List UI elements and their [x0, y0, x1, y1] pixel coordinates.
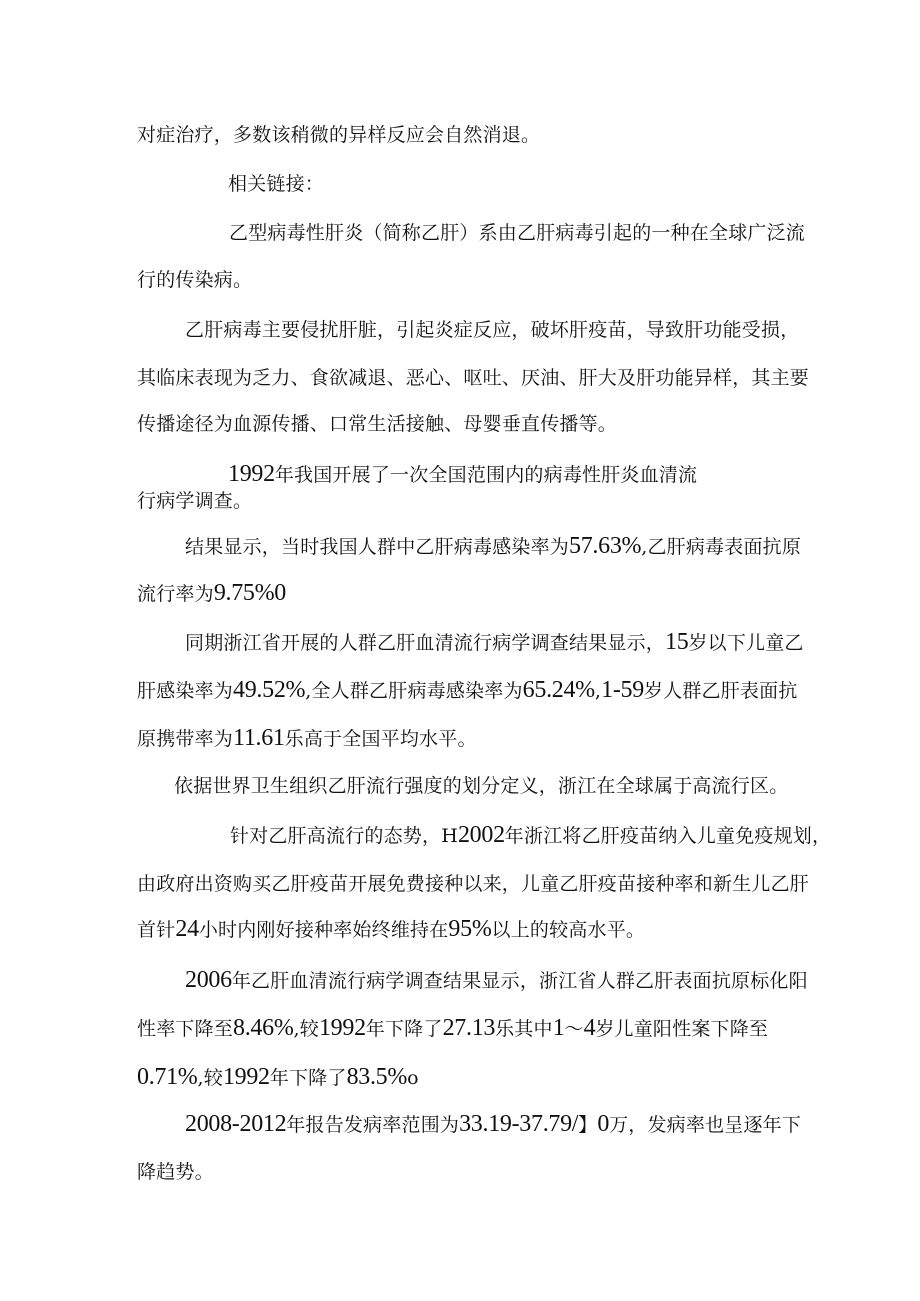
text-line: 2008-2012年报告发病率范围为33.19-37.79/】0万，发病率也呈逐年下	[185, 1111, 802, 1137]
number-text: 2006	[185, 967, 232, 993]
number-text: 0	[597, 1111, 610, 1137]
text-line: 对症治疗，多数该稍微的异样反应会自然消退。	[137, 124, 541, 146]
number-text: 8.46%	[233, 1015, 294, 1041]
text-line: 由政府出资购买乙肝疫苗开展免费接种以来，儿童乙肝疫苗接种率和新生儿乙肝	[137, 873, 810, 895]
number-text: 0.71%	[137, 1064, 198, 1090]
number-text: 1992	[228, 461, 275, 487]
number-text: 95%	[448, 916, 492, 942]
text-line: 1992年我国开展了一次全国范围内的病毒性肝炎血清流	[228, 461, 698, 487]
text-line: 其临床表现为乏力、食欲减退、恶心、呕吐、厌油、肝大及肝功能异样，其主要	[137, 367, 810, 389]
text-line: 肝感染率为49.52%,全人群乙肝病毒感染率为65.24%,1-59岁人群乙肝表面抗	[137, 677, 798, 703]
number-text: 1	[552, 1015, 565, 1041]
number-text: 49.52%	[233, 677, 306, 703]
number-text: 1992	[222, 1064, 270, 1090]
number-text: 1992	[318, 1015, 366, 1041]
text-line: 0.71%,较1992年下降了83.5%o	[137, 1064, 419, 1090]
text-line: 相关链接：	[228, 173, 325, 195]
number-text: 24	[175, 916, 199, 942]
text-line: 传播途径为血源传播、口常生活接触、母婴垂直传播等。	[137, 413, 618, 435]
text-line: 行的传染病。	[137, 269, 253, 291]
text-line: 降趋势。	[137, 1161, 214, 1183]
text-line: 原携带率为11.61乐高于全国平均水平。	[137, 725, 477, 751]
number-text: 2002	[457, 822, 505, 848]
text-line: 依据世界卫生组织乙肝流行强度的划分定义，浙江在全球属于高流行区。	[174, 775, 789, 797]
number-text: 11.61	[233, 725, 285, 751]
text-line: 乙肝病毒主要侵扰肝脏，引起炎症反应，破坏肝疫苗，导致肝功能受损，	[185, 319, 800, 341]
text-line: 同期浙江省开展的人群乙肝血清流行病学调查结果显示，15岁以下儿童乙	[185, 629, 804, 655]
number-text: 27.13	[442, 1015, 496, 1041]
number-text: 1-59	[601, 677, 644, 703]
number-text: 33.19-37.79/	[459, 1111, 579, 1137]
number-text: 4	[583, 1015, 596, 1041]
number-text: 9.75%0	[213, 580, 287, 606]
number-text: 15	[665, 629, 689, 655]
text-line: 性率下降至8.46%,较1992年下降了27.13乐其中1～4岁儿童阳性案下降至	[137, 1015, 769, 1041]
text-line: 2006年乙肝血清流行病学调查结果显示，浙江省人群乙肝表面抗原标化阳	[185, 967, 808, 993]
text-line: 乙型病毒性肝炎（简称乙肝）系由乙肝病毒引起的一种在全球广泛流	[229, 222, 806, 244]
number-text: 65.24%	[522, 677, 595, 703]
text-line: 结果显示，当时我国人群中乙肝病毒感染率为57.63%,乙肝病毒表面抗原	[185, 533, 802, 559]
text-line: 流行率为9.75%0	[137, 580, 287, 606]
number-text: 2008-2012	[185, 1111, 287, 1137]
text-line: 针对乙肝高流行的态势，H2002年浙江将乙肝疫苗纳入儿童免疫规划，	[230, 822, 832, 848]
text-line: 行病学调查。	[137, 490, 253, 512]
number-text: 57.63%	[569, 533, 642, 559]
number-text: 83.5%	[346, 1064, 408, 1090]
text-line: 首针24小时内刚好接种率始终维持在95%以上的较高水平。	[137, 916, 646, 942]
